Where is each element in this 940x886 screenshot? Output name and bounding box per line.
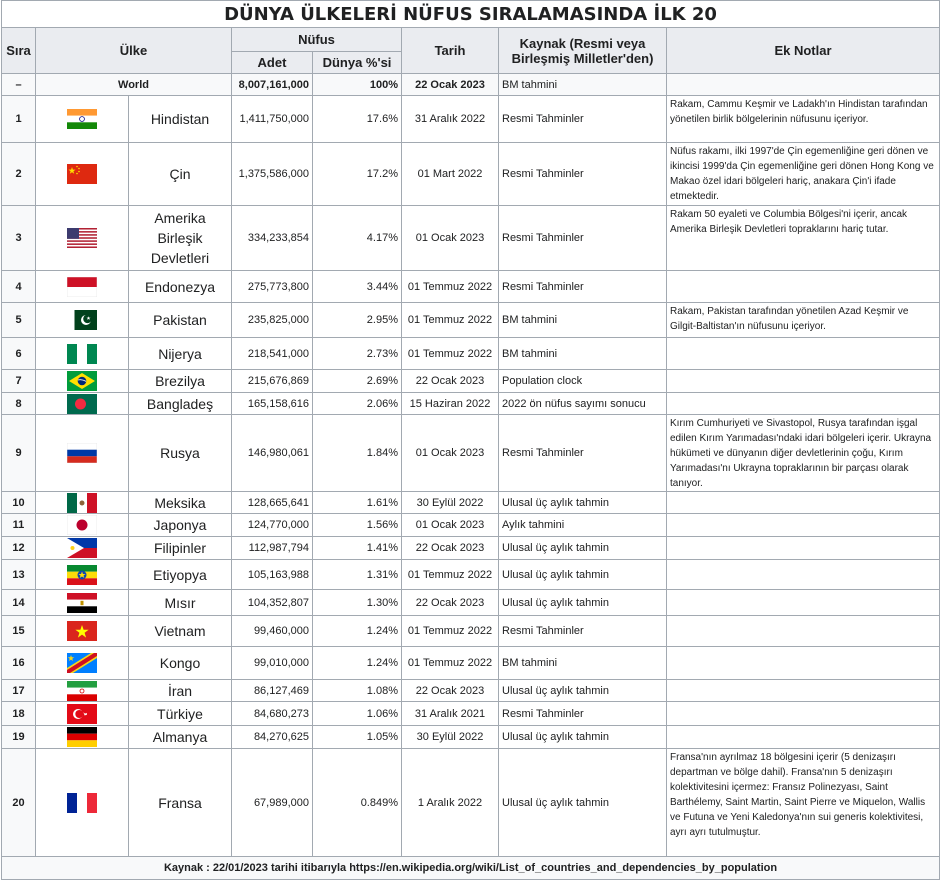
country-name: Pakistan xyxy=(129,303,232,338)
country-flag xyxy=(36,96,129,143)
extra-note xyxy=(667,560,940,590)
country-name: Hindistan xyxy=(129,96,232,143)
header-source: Kaynak (Resmi veya Birleşmiş Milletler'den) xyxy=(499,28,667,74)
table-row xyxy=(2,492,940,514)
country-name: Almanya xyxy=(129,726,232,749)
table-row xyxy=(2,749,940,857)
row-rank: 20 xyxy=(2,749,36,857)
estimate-date: 01 Ocak 2023 xyxy=(402,415,499,492)
extra-note xyxy=(667,647,940,680)
egypt-flag-icon xyxy=(67,593,97,613)
table-row xyxy=(2,702,940,726)
data-source: Population clock xyxy=(499,370,667,393)
header-world-pct: Dünya %'si xyxy=(313,52,402,74)
country-name: Çin xyxy=(129,143,232,206)
data-source: Resmi Tahminler xyxy=(499,702,667,726)
country-flag xyxy=(36,338,129,370)
philippines-flag-icon xyxy=(67,538,97,558)
row-rank: 9 xyxy=(2,415,36,492)
data-source: Resmi Tahminler xyxy=(499,271,667,303)
population-count: 215,676,869 xyxy=(232,370,313,393)
row-rank: 17 xyxy=(2,680,36,702)
extra-note: Rakam, Cammu Keşmir ve Ladakh'ın Hindistan tarafından yönetilen birlik bölgelerinin nüfusunu içeriyor. xyxy=(667,96,940,143)
world-percentage: 2.69% xyxy=(313,370,402,393)
data-source: BM tahmini xyxy=(499,647,667,680)
extra-note xyxy=(667,616,940,647)
table-row xyxy=(2,514,940,537)
estimate-date: 31 Aralık 2021 xyxy=(402,702,499,726)
country-flag xyxy=(36,370,129,393)
data-source: Resmi Tahminler xyxy=(499,616,667,647)
country-name: Bangladeş xyxy=(129,393,232,415)
world-population: 8,007,161,000 xyxy=(232,74,313,96)
table-row xyxy=(2,271,940,303)
row-rank: 4 xyxy=(2,271,36,303)
world-percentage: 0.849% xyxy=(313,749,402,857)
header-rank: Sıra xyxy=(2,28,36,74)
population-count: 99,010,000 xyxy=(232,647,313,680)
country-name: Filipinler xyxy=(129,537,232,560)
extra-note xyxy=(667,338,940,370)
population-count: 124,770,000 xyxy=(232,514,313,537)
world-percentage: 1.06% xyxy=(313,702,402,726)
estimate-date: 1 Aralık 2022 xyxy=(402,749,499,857)
row-rank: 14 xyxy=(2,590,36,616)
world-percentage: 1.61% xyxy=(313,492,402,514)
population-table xyxy=(1,0,940,880)
country-flag xyxy=(36,143,129,206)
country-name: Amerika Birleşik Devletleri xyxy=(129,206,232,271)
extra-note: Rakam 50 eyaleti ve Columbia Bölgesi'ni içerir, ancak Amerika Birleşik Devletleri topraklarını hariç tutar. xyxy=(667,206,940,271)
extra-note xyxy=(667,514,940,537)
estimate-date: 01 Temmuz 2022 xyxy=(402,303,499,338)
country-flag xyxy=(36,616,129,647)
estimate-date: 01 Temmuz 2022 xyxy=(402,271,499,303)
estimate-date: 01 Temmuz 2022 xyxy=(402,560,499,590)
country-flag xyxy=(36,303,129,338)
data-source: Resmi Tahminler xyxy=(499,206,667,271)
congo-flag-icon xyxy=(67,653,97,673)
world-percentage: 2.95% xyxy=(313,303,402,338)
population-count: 105,163,988 xyxy=(232,560,313,590)
data-source: Ulusal üç aylık tahmin xyxy=(499,749,667,857)
mexico-flag-icon xyxy=(67,493,97,513)
population-count: 86,127,469 xyxy=(232,680,313,702)
extra-note: Fransa'nın ayrılmaz 18 bölgesini içerir (5 denizaşırı departman ve bölge dahil). Fransa'nın 5 denizaşırı kolektivitesini içermez: Fransız Polinezyası, Saint Barthélemy, Saint Martin, Saint Pierre ve Miquelon, Wallis ve Futuna ve Yeni Kaledonya'nın sui generis kolektivitesi, ayrı ayrı tutulmuştur. xyxy=(667,749,940,857)
world-percentage: 4.17% xyxy=(313,206,402,271)
population-count: 67,989,000 xyxy=(232,749,313,857)
estimate-date: 22 Ocak 2023 xyxy=(402,537,499,560)
table-row xyxy=(2,590,940,616)
country-flag xyxy=(36,271,129,303)
country-flag xyxy=(36,537,129,560)
row-rank: 16 xyxy=(2,647,36,680)
world-percentage: 2.73% xyxy=(313,338,402,370)
population-count: 104,352,807 xyxy=(232,590,313,616)
data-source: Resmi Tahminler xyxy=(499,143,667,206)
country-name: Vietnam xyxy=(129,616,232,647)
estimate-date: 22 Ocak 2023 xyxy=(402,370,499,393)
estimate-date: 01 Mart 2022 xyxy=(402,143,499,206)
population-count: 235,825,000 xyxy=(232,303,313,338)
country-name: Brezilya xyxy=(129,370,232,393)
world-date: 22 Ocak 2023 xyxy=(402,74,499,96)
country-flag xyxy=(36,415,129,492)
population-count: 218,541,000 xyxy=(232,338,313,370)
row-rank: 1 xyxy=(2,96,36,143)
estimate-date: 30 Eylül 2022 xyxy=(402,726,499,749)
header-country: Ülke xyxy=(36,28,232,74)
world-percentage: 1.08% xyxy=(313,680,402,702)
extra-note: Nüfus rakamı, ilki 1997'de Çin egemenliğine geri dönen ve ikincisi 1999'da Çin egemenliğine geri dönen Hong Kong ve Makao özel idari bölgeleri hariç, anakara Çin'i ifade etmektedir. xyxy=(667,143,940,206)
pakistan-flag-icon xyxy=(67,310,97,330)
country-flag xyxy=(36,393,129,415)
row-rank: 8 xyxy=(2,393,36,415)
brazil-flag-icon xyxy=(67,371,97,391)
china-flag-icon xyxy=(67,164,97,184)
extra-note: Rakam, Pakistan tarafından yönetilen Azad Keşmir ve Gilgit-Baltistan'ın nüfusunu içeriyor. xyxy=(667,303,940,338)
table-row xyxy=(2,616,940,647)
world-percentage: 1.84% xyxy=(313,415,402,492)
row-rank: 6 xyxy=(2,338,36,370)
header-population: Nüfus xyxy=(232,28,402,52)
estimate-date: 30 Eylül 2022 xyxy=(402,492,499,514)
country-name: Fransa xyxy=(129,749,232,857)
world-source: BM tahmini xyxy=(499,74,667,96)
table-row xyxy=(2,338,940,370)
india-flag-icon xyxy=(67,109,97,129)
header-count: Adet xyxy=(232,52,313,74)
germany-flag-icon xyxy=(67,727,97,747)
data-source: Ulusal üç aylık tahmin xyxy=(499,492,667,514)
vietnam-flag-icon xyxy=(67,621,97,641)
extra-note xyxy=(667,590,940,616)
data-source: Ulusal üç aylık tahmin xyxy=(499,560,667,590)
estimate-date: 15 Haziran 2022 xyxy=(402,393,499,415)
data-source: Ulusal üç aylık tahmin xyxy=(499,537,667,560)
population-count: 84,680,273 xyxy=(232,702,313,726)
world-name: World xyxy=(36,74,232,96)
extra-note xyxy=(667,680,940,702)
row-rank: 7 xyxy=(2,370,36,393)
country-name: Endonezya xyxy=(129,271,232,303)
world-percentage: 1.24% xyxy=(313,647,402,680)
table-row xyxy=(2,96,940,143)
country-name: Nijerya xyxy=(129,338,232,370)
country-name: Etiyopya xyxy=(129,560,232,590)
country-name: Mısır xyxy=(129,590,232,616)
data-source: Ulusal üç aylık tahmin xyxy=(499,590,667,616)
table-row xyxy=(2,560,940,590)
estimate-date: 01 Temmuz 2022 xyxy=(402,616,499,647)
country-name: Meksika xyxy=(129,492,232,514)
row-rank: 5 xyxy=(2,303,36,338)
table-row xyxy=(2,206,940,271)
extra-note xyxy=(667,271,940,303)
row-rank: 2 xyxy=(2,143,36,206)
world-percentage: 1.56% xyxy=(313,514,402,537)
header-date: Tarih xyxy=(402,28,499,74)
data-source: Aylık tahmini xyxy=(499,514,667,537)
data-source: Resmi Tahminler xyxy=(499,96,667,143)
estimate-date: 01 Temmuz 2022 xyxy=(402,338,499,370)
population-count: 1,411,750,000 xyxy=(232,96,313,143)
world-percentage: 2.06% xyxy=(313,393,402,415)
header-notes: Ek Notlar xyxy=(667,28,940,74)
data-source: Resmi Tahminler xyxy=(499,415,667,492)
estimate-date: 31 Aralık 2022 xyxy=(402,96,499,143)
extra-note: Kırım Cumhuriyeti ve Sivastopol, Rusya tarafından işgal edilen Kırım Yarımadası'ndaki idari bölgeleri içerir. Ukrayna hükümeti ve dünyanın diğer devletlerinin çoğu, Kırım Yarımadası'nı Ukrayna topraklarının bir parçası olarak tanıyor. xyxy=(667,415,940,492)
indonesia-flag-icon xyxy=(67,277,97,297)
page-title: DÜNYA ÜLKELERİ NÜFUS SIRALAMASINDA İLK 20 xyxy=(2,1,940,28)
country-flag xyxy=(36,726,129,749)
extra-note xyxy=(667,537,940,560)
country-flag xyxy=(36,680,129,702)
world-note xyxy=(667,74,940,96)
row-rank: 3 xyxy=(2,206,36,271)
world-percentage: 1.05% xyxy=(313,726,402,749)
extra-note xyxy=(667,702,940,726)
table-row xyxy=(2,680,940,702)
table-row xyxy=(2,537,940,560)
population-count: 84,270,625 xyxy=(232,726,313,749)
world-percentage: 1.31% xyxy=(313,560,402,590)
france-flag-icon xyxy=(67,793,97,813)
row-rank: 13 xyxy=(2,560,36,590)
country-flag xyxy=(36,560,129,590)
table-row xyxy=(2,415,940,492)
russia-flag-icon xyxy=(67,443,97,463)
country-flag xyxy=(36,514,129,537)
country-flag xyxy=(36,749,129,857)
world-pct: 100% xyxy=(313,74,402,96)
japan-flag-icon xyxy=(67,515,97,535)
extra-note xyxy=(667,393,940,415)
data-source: Ulusal üç aylık tahmin xyxy=(499,680,667,702)
row-rank: 11 xyxy=(2,514,36,537)
world-row xyxy=(2,74,940,96)
data-source: BM tahmini xyxy=(499,338,667,370)
row-rank: 12 xyxy=(2,537,36,560)
iran-flag-icon xyxy=(67,681,97,701)
world-rank: – xyxy=(2,74,36,96)
estimate-date: 22 Ocak 2023 xyxy=(402,680,499,702)
row-rank: 19 xyxy=(2,726,36,749)
table-row xyxy=(2,393,940,415)
population-count: 275,773,800 xyxy=(232,271,313,303)
country-name: Türkiye xyxy=(129,702,232,726)
population-count: 112,987,794 xyxy=(232,537,313,560)
world-percentage: 1.41% xyxy=(313,537,402,560)
bangladesh-flag-icon xyxy=(67,394,97,414)
country-name: Kongo xyxy=(129,647,232,680)
ethiopia-flag-icon xyxy=(67,565,97,585)
table-row xyxy=(2,647,940,680)
row-rank: 18 xyxy=(2,702,36,726)
country-flag xyxy=(36,492,129,514)
population-count: 146,980,061 xyxy=(232,415,313,492)
population-count: 128,665,641 xyxy=(232,492,313,514)
extra-note xyxy=(667,492,940,514)
population-count: 99,460,000 xyxy=(232,616,313,647)
world-percentage: 3.44% xyxy=(313,271,402,303)
population-count: 165,158,616 xyxy=(232,393,313,415)
extra-note xyxy=(667,370,940,393)
world-percentage: 1.24% xyxy=(313,616,402,647)
extra-note xyxy=(667,726,940,749)
table-row xyxy=(2,726,940,749)
population-count: 334,233,854 xyxy=(232,206,313,271)
usa-flag-icon xyxy=(67,228,97,248)
table-row xyxy=(2,143,940,206)
estimate-date: 22 Ocak 2023 xyxy=(402,590,499,616)
nigeria-flag-icon xyxy=(67,344,97,364)
population-count: 1,375,586,000 xyxy=(232,143,313,206)
turkey-flag-icon xyxy=(67,704,97,724)
data-source: 2022 ön nüfus sayımı sonucu xyxy=(499,393,667,415)
row-rank: 15 xyxy=(2,616,36,647)
table-row xyxy=(2,370,940,393)
estimate-date: 01 Ocak 2023 xyxy=(402,514,499,537)
data-source: BM tahmini xyxy=(499,303,667,338)
estimate-date: 01 Ocak 2023 xyxy=(402,206,499,271)
world-percentage: 1.30% xyxy=(313,590,402,616)
data-source: Ulusal üç aylık tahmin xyxy=(499,726,667,749)
country-name: Rusya xyxy=(129,415,232,492)
country-flag xyxy=(36,206,129,271)
country-name: Japonya xyxy=(129,514,232,537)
footer-source: Kaynak : 22/01/2023 tarihi itibarıyla https://en.wikipedia.org/wiki/List_of_countries_and_dependencies_by_population xyxy=(2,857,940,880)
country-flag xyxy=(36,647,129,680)
world-percentage: 17.6% xyxy=(313,96,402,143)
country-flag xyxy=(36,590,129,616)
country-name: İran xyxy=(129,680,232,702)
world-percentage: 17.2% xyxy=(313,143,402,206)
table-row xyxy=(2,303,940,338)
estimate-date: 01 Temmuz 2022 xyxy=(402,647,499,680)
country-flag xyxy=(36,702,129,726)
row-rank: 10 xyxy=(2,492,36,514)
